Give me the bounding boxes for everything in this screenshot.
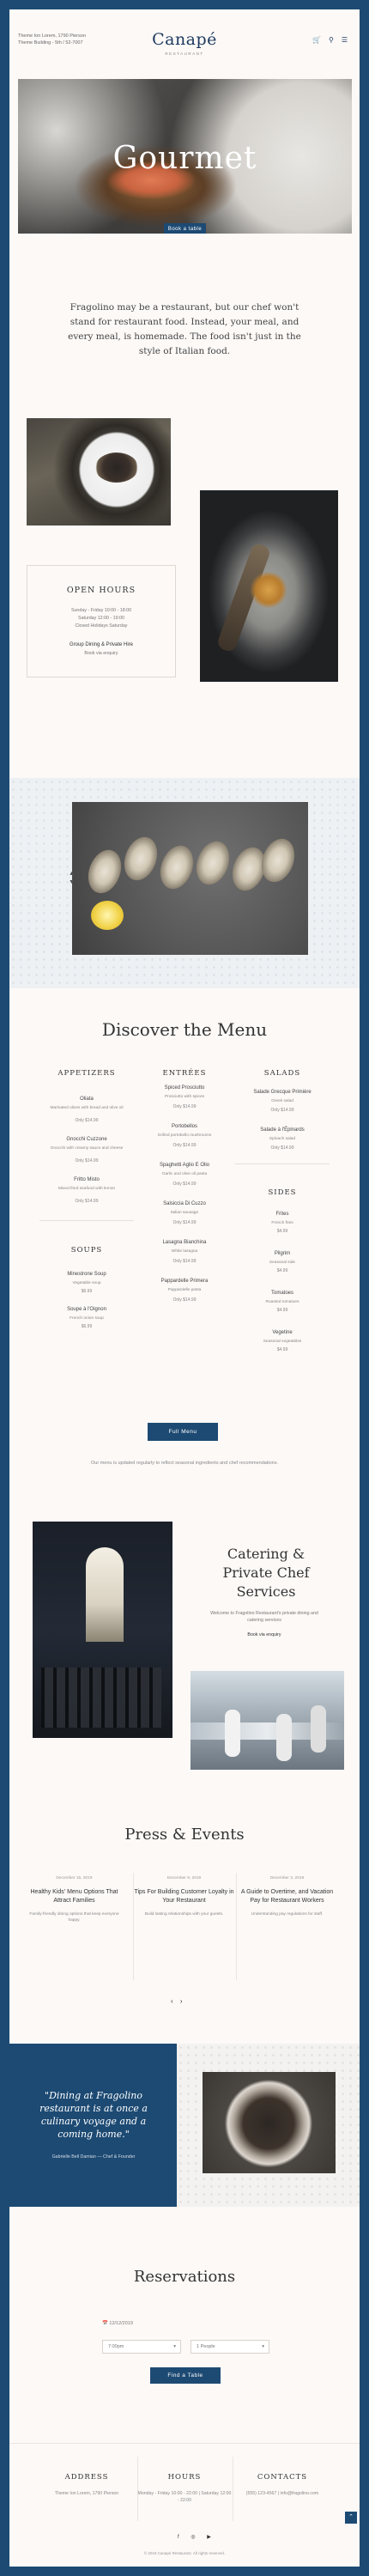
testimonial-author: Gabrielle Bell Damian — Chef & Founder: [51, 2154, 136, 2160]
press-slider-nav[interactable]: ‹ ›: [171, 1997, 185, 2005]
menu-title: Discover the Menu: [101, 1019, 268, 1040]
post-excerpt: Family-friendly dining options that keep everyone happy.: [29, 1912, 119, 1923]
chevron-down-icon: ▾: [262, 2344, 264, 2349]
menu-item-name: Vegetine: [272, 1330, 293, 1335]
post-excerpt: Build lasting relationships with your guests.: [144, 1912, 224, 1917]
chevron-up-icon: ⌃: [348, 2514, 354, 2520]
menu-column-soups: SOUPS: [70, 1246, 103, 1255]
menu-item-desc: Italian sausage: [170, 1211, 199, 1215]
menu-icon[interactable]: ☰: [341, 36, 348, 44]
group-dining-title: Group Dining & Private Hire: [69, 642, 134, 647]
arrow-down-icon[interactable]: ▼: [69, 879, 75, 885]
logo-subtitle: RESTAURANT: [165, 52, 204, 56]
hours-line: Sunday - Friday 10:00 - 18:00: [70, 608, 132, 613]
menu-item-name: Minestrone Soup: [67, 1272, 106, 1277]
menu-item-price: Only $14.99: [172, 1259, 197, 1264]
menu-item-name: Salsiccia Di Cuzzo: [163, 1201, 206, 1206]
footer-hours: [137, 2473, 232, 2504]
menu-column-sides: SIDES: [268, 1188, 297, 1197]
menu-item-desc: Spinach salad: [269, 1137, 296, 1141]
menu-item-desc: French onion soup: [70, 1316, 104, 1321]
divider: [235, 1163, 330, 1164]
post-excerpt: Understanding pay regulations for staff.: [251, 1912, 324, 1917]
menu-item-price: Only $14.99: [172, 1143, 197, 1148]
post-title[interactable]: Tips For Building Customer Loyalty in Your Restaurant: [134, 1889, 234, 1904]
header-phone: Theme Building - 5th / 52-7007: [18, 40, 83, 46]
copyright: © 2019 Canapé Restaurant. All rights reserved.: [143, 2551, 226, 2555]
menu-column-entrees: ENTRÉES: [162, 1069, 207, 1078]
oysters-image: [72, 802, 308, 955]
testimonial-quote: "Dining at Fragolino restaurant is at once a culinary voyage and a coming home.": [39, 2090, 148, 2140]
chevron-down-icon: ▾: [173, 2344, 176, 2349]
restaurant-interior-image: [33, 1522, 172, 1738]
intro-text: Fragolino may be a restaurant, but our chef won't stand for restaurant food. Instead, your meal, and every meal, is homemade. The food isn't just in the style of Italian food.: [68, 302, 301, 356]
time-value: 7:00pm: [108, 2344, 124, 2349]
header-icons: [312, 36, 348, 44]
page: [9, 9, 360, 2567]
menu-item-price: Only $14.99: [172, 1104, 197, 1109]
menu-item-name: Salade Grecque Primière: [253, 1090, 312, 1095]
menu-item-price: $4.99: [276, 1229, 288, 1234]
post-card[interactable]: [24, 1876, 124, 1923]
menu-item-price: Only $14.99: [172, 1182, 197, 1187]
menu-item-name: Lasagna Bianchina: [162, 1240, 207, 1245]
hero-title: Gourmet: [112, 141, 257, 176]
menu-item-price: Only $14.99: [172, 1220, 197, 1225]
menu-item-name: Gnocchi Cuzzone: [66, 1137, 107, 1142]
menu-item-price: $4.99: [276, 1308, 288, 1313]
menu-column-salads: SALADS: [263, 1069, 301, 1078]
mussels-plate-image: [203, 2072, 336, 2173]
menu-item-price: $4.99: [276, 1268, 288, 1273]
cart-icon[interactable]: 🛒: [312, 36, 321, 44]
post-card[interactable]: [237, 1876, 337, 1918]
menu-item-desc: Marinated olives with bread and olive oil: [50, 1106, 124, 1110]
menu-item-price: $6.99: [81, 1324, 93, 1329]
menu-column-appetizers: APPETIZERS: [57, 1069, 116, 1078]
menu-item-name: Pappardelle Primera: [160, 1279, 209, 1284]
menu-item-name: Tomatoes: [270, 1291, 293, 1296]
slider-arrows[interactable]: [69, 870, 75, 887]
hours-line: Closed Holidays Saturday: [75, 623, 128, 629]
menu-note: Our menu is updated regularly to reflect seasonal ingredients and chef recommendations.: [91, 1461, 278, 1466]
hero-image: [18, 79, 352, 234]
catering-title: Catering & Private Chef Services: [222, 1546, 310, 1600]
menu-item-desc: Prosciutto with spices: [164, 1095, 205, 1099]
fish-dish-image: [200, 490, 338, 682]
open-hours-box: [27, 565, 176, 677]
find-table-button[interactable]: Find a Table: [150, 2367, 221, 2384]
group-dining-text[interactable]: Book via enquiry: [84, 651, 118, 656]
hours-line: Saturday 12:00 - 19:00: [78, 616, 124, 621]
footer-address-title: ADDRESS: [64, 2473, 109, 2482]
menu-item-price: Only $14.99: [75, 1158, 99, 1163]
footer-address: [39, 2473, 134, 2497]
menu-item-desc: Grilled portobello mushrooms: [157, 1133, 212, 1138]
press-title: Press & Events: [124, 1826, 245, 1844]
menu-item-desc: Greek salad: [271, 1099, 293, 1103]
catering-link[interactable]: Book via enquiry: [247, 1632, 281, 1637]
post-title[interactable]: Healthy Kids' Menu Options That Attract Families: [30, 1889, 118, 1904]
menu-item-desc: Mixed fried seafood with lemon: [57, 1187, 116, 1191]
logo[interactable]: Canapé: [152, 30, 217, 49]
footer-contacts: [235, 2473, 330, 2497]
post-date: December 8, 2019: [166, 1876, 202, 1880]
menu-item-price: Only $14.99: [172, 1297, 197, 1303]
divider: [9, 2443, 360, 2444]
menu-item-price: $6.99: [81, 1289, 93, 1294]
search-icon[interactable]: ⚲: [328, 36, 334, 44]
menu-item-desc: Seasonal vegetables: [263, 1340, 302, 1344]
menu-item-name: Oliata: [80, 1097, 94, 1102]
menu-item-desc: White lasagna: [171, 1249, 198, 1254]
post-date: December 3, 2019: [269, 1876, 305, 1880]
footer-address-text: Theme Ion Lorem, 1790 Pierson: [54, 2491, 119, 2496]
back-to-top-button[interactable]: [345, 2512, 357, 2524]
menu-item-name: Pilgrim: [274, 1251, 291, 1256]
people-value: 1 People: [197, 2344, 215, 2349]
header-address: Theme Ion Lorem, 1790 Pierson: [18, 33, 86, 39]
date-field[interactable]: [102, 2321, 133, 2326]
menu-item-price: Only $14.99: [75, 1118, 99, 1123]
footer-hours-text: Monday - Friday 10:00 - 22:00 | Saturday 12:00 - 22:00: [137, 2491, 232, 2503]
menu-item-desc: Vegetable soup: [72, 1281, 101, 1285]
book-table-button[interactable]: Book a table: [164, 223, 206, 234]
menu-item-price: Only $14.99: [75, 1199, 99, 1204]
reservations-title: Reservations: [133, 2268, 236, 2286]
footer-contacts-text[interactable]: (555) 123-4567 | info@fragolino.com: [245, 2491, 319, 2496]
footer-contacts-title: CONTACTS: [257, 2473, 308, 2482]
mussels-dish-image: [27, 418, 171, 526]
time-select[interactable]: [102, 2340, 181, 2354]
menu-item-price: $4.99: [276, 1347, 288, 1352]
menu-item-desc: Garlic and olive oil pasta: [161, 1172, 208, 1176]
kitchen-image: [191, 1671, 344, 1770]
hours-title: OPEN HOURS: [66, 586, 136, 595]
menu-item-desc: Pappardelle pasta: [167, 1288, 202, 1292]
menu-item-price: Only $14.99: [270, 1145, 294, 1151]
menu-item-name: Spiced Prosciutto: [164, 1085, 205, 1091]
menu-item-name: Soupe à l'Oignon: [67, 1307, 106, 1312]
menu-item-name: Frites: [275, 1212, 289, 1217]
footer-hours-title: HOURS: [167, 2473, 202, 2482]
menu-item-name: Spaghetti Aglio E Olio: [159, 1163, 210, 1168]
divider: [39, 1220, 134, 1221]
post-card[interactable]: [134, 1876, 234, 1918]
menu-item-name: Fritto Misto: [74, 1177, 100, 1182]
menu-item-name: Portobellos: [171, 1124, 198, 1129]
catering-text: Welcome to Fragolino Restaurant's private dining and catering services: [210, 1611, 318, 1623]
people-select[interactable]: [191, 2340, 269, 2354]
date-value: 12/12/2019: [109, 2321, 133, 2326]
full-menu-button[interactable]: Full Menu: [148, 1423, 218, 1441]
menu-item-desc: Seasonal side: [269, 1261, 296, 1265]
social-icons[interactable]: f ◎ ▶: [178, 2535, 216, 2540]
post-date: December 15, 2019: [56, 1876, 93, 1880]
calendar-icon: 📅: [102, 2321, 108, 2326]
menu-item-desc: Gnocchi with creamy sauce and cheese: [50, 1146, 124, 1151]
post-title[interactable]: A Guide to Overtime, and Vacation Pay for Restaurant Workers: [240, 1889, 334, 1904]
menu-item-name: Salade à l'Épinards: [260, 1127, 305, 1133]
arrow-up-icon[interactable]: ▲: [69, 871, 75, 877]
menu-item-price: Only $14.99: [270, 1108, 294, 1113]
menu-item-desc: Roasted tomatoes: [265, 1300, 299, 1304]
menu-item-desc: French fries: [271, 1221, 293, 1225]
